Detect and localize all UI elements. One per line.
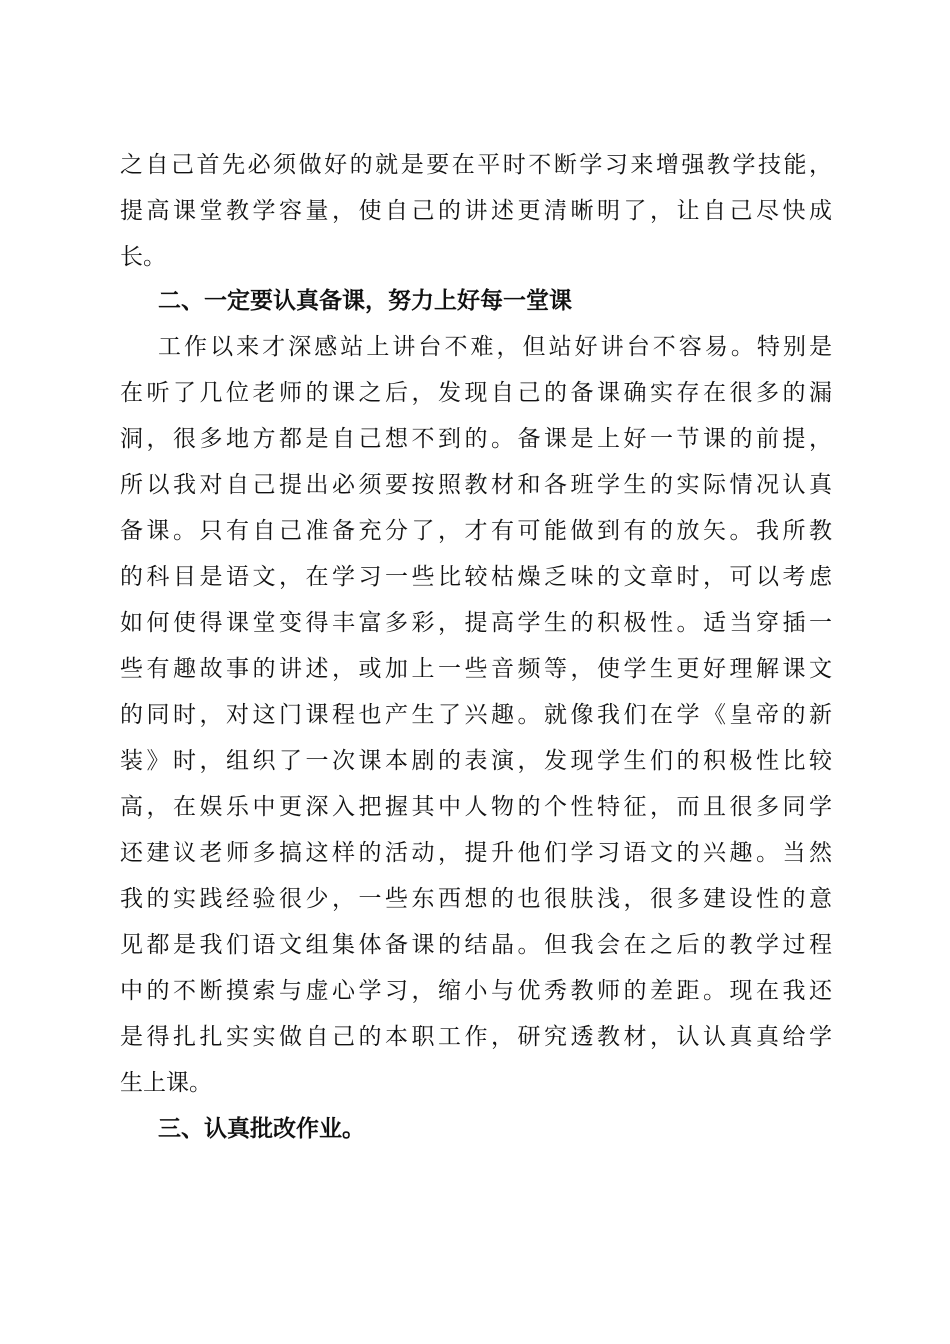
paragraph-line: 些有趣故事的讲述，或加上一些音频等，使学生更好理解课文 xyxy=(120,656,832,682)
paragraph-line: 如何使得课堂变得丰富多彩，提高学生的积极性。适当穿插一 xyxy=(120,610,832,636)
paragraph-line: 备课。只有自己准备充分了，才有可能做到有的放矢。我所教 xyxy=(120,518,832,544)
paragraph-line: 在听了几位老师的课之后，发现自己的备课确实存在很多的漏 xyxy=(120,380,832,406)
paragraph-line: 见都是我们语文组集体备课的结晶。但我会在之后的教学过程 xyxy=(120,932,832,958)
paragraph-line: 之自己首先必须做好的就是要在平时不断学习来增强教学技能， xyxy=(120,152,832,178)
paragraph-line: 的科目是语文，在学习一些比较枯燥乏味的文章时，可以考虑 xyxy=(120,564,832,590)
paragraph-line: 还建议老师多搞这样的活动，提升他们学习语文的兴趣。当然 xyxy=(120,840,832,866)
paragraph-line: 装》时，组织了一次课本剧的表演，发现学生们的积极性比较 xyxy=(120,748,832,774)
paragraph-line: 的同时，对这门课程也产生了兴趣。就像我们在学《皇帝的新 xyxy=(120,702,832,728)
paragraph-line: 工作以来才深感站上讲台不难，但站好讲台不容易。特别是 xyxy=(158,334,832,360)
paragraph-line: 所以我对自己提出必须要按照教材和各班学生的实际情况认真 xyxy=(120,472,832,498)
section-heading-2: 二、一定要认真备课，努力上好每一堂课 xyxy=(158,288,572,314)
paragraph-line: 中的不断摸索与虚心学习，缩小与优秀教师的差距。现在我还 xyxy=(120,978,832,1004)
paragraph-line: 我的实践经验很少，一些东西想的也很肤浅，很多建设性的意 xyxy=(120,886,832,912)
paragraph-line: 长。 xyxy=(120,244,166,270)
paragraph-line: 提高课堂教学容量，使自己的讲述更清晰明了，让自己尽快成 xyxy=(120,198,832,224)
section-heading-3: 三、认真批改作业。 xyxy=(158,1116,365,1142)
paragraph-line: 是得扎扎实实做自己的本职工作，研究透教材，认认真真给学 xyxy=(120,1024,832,1050)
paragraph-line: 生上课。 xyxy=(120,1070,212,1096)
paragraph-line: 高，在娱乐中更深入把握其中人物的个性特征，而且很多同学 xyxy=(120,794,832,820)
paragraph-line: 洞，很多地方都是自己想不到的。备课是上好一节课的前提， xyxy=(120,426,832,452)
